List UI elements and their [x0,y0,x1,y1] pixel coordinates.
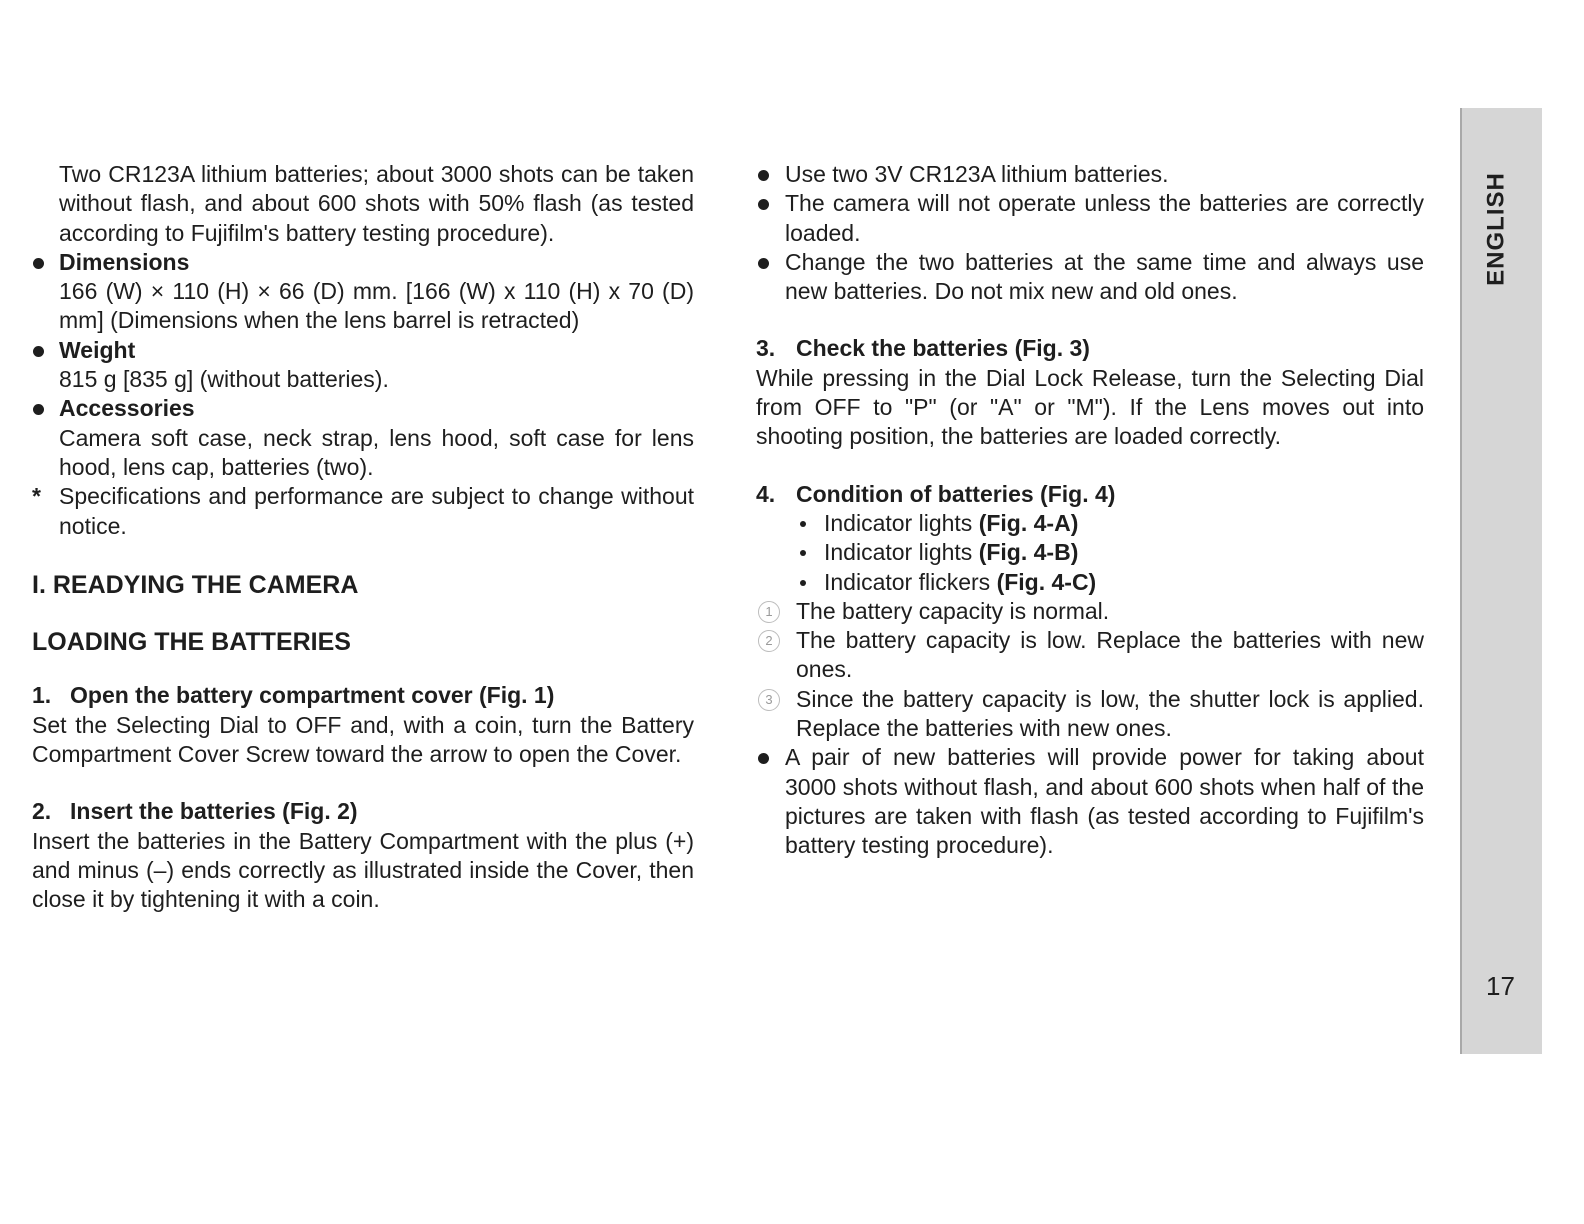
spec-dimensions-text: 166 (W) × 110 (H) × 66 (D) mm. [166 (W) x 110 (H) x 70 (D) mm] (Dimensions when the lens barrel is retracted) [59,278,694,334]
step-1-title-text: Open the battery compartment cover (Fig. 1) [70,682,555,709]
battery-life-note-text: A pair of new batteries will provide power for taking about 3000 shots without flash, and about 600 shots when half of the pictures are taken with flash (as tested according to Fujifilm's battery testing procedure). [785,744,1424,859]
left-column [32,160,694,915]
indicator-item-c [756,568,1424,597]
step-3-title-text: Check the batteries (Fig. 3) [796,335,1090,362]
bullet-icon [758,199,769,210]
right-column [756,160,1424,861]
small-bullet-icon [800,521,806,527]
indicator-item-a [756,509,1424,538]
indicator-item-text: Indicator lights [824,509,979,536]
spec-weight [32,336,694,395]
indicator-item-text: Indicator flickers [824,568,997,595]
circled-number-icon: 3 [758,689,780,711]
circled-number-icon: 2 [758,630,780,652]
condition-item-2 [756,626,1424,685]
condition-item-text: Since the battery capacity is low, the shutter lock is applied. Replace the batteries with new ones. [796,685,1424,742]
page-number: 17 [1486,971,1515,1001]
step-2-title-text: Insert the batteries (Fig. 2) [70,798,358,825]
step-1-number: 1. [32,682,52,709]
spec-weight-heading: Weight [59,336,136,363]
spec-accessories-heading: Accessories [59,395,195,422]
step-3-title [756,334,1424,363]
step-4-title-text: Condition of batteries (Fig. 4) [796,480,1116,507]
spec-dimensions-heading: Dimensions [59,248,190,275]
spec-dimensions [32,248,694,336]
step-2-text: Insert the batteries in the Battery Compartment with the plus (+) and minus (–) ends correctly as illustrated inside the Cover, then close it by tightening it with a coin. [32,827,694,913]
small-bullet-icon [800,580,806,586]
battery-life-note [756,743,1424,860]
step-2-number: 2. [32,798,52,825]
step-2-title [32,797,694,826]
bullet-icon [758,170,769,181]
battery-note-3 [756,248,1424,307]
indicator-item-fig: (Fig. 4-C) [996,568,1097,595]
spec-accessories [32,394,694,482]
step-4-title [756,480,1424,509]
battery-note-1-text: Use two 3V CR123A lithium batteries. [785,161,1169,187]
indicator-item-text: Indicator lights [824,539,979,566]
step-1-text: Set the Selecting Dial to OFF and, with a coin, turn the Battery Compartment Cover Screw toward the arrow to open the Cover. [32,711,694,768]
battery-spec-text: Two CR123A lithium batteries; about 3000 shots can be taken without flash, and about 600 shots with 50% flash (as tested according to Fujifilm's battery testing procedure). [59,161,694,246]
condition-item-3 [756,685,1424,744]
bullet-icon [33,346,44,357]
step-1-title [32,681,694,710]
step-4-number: 4. [756,480,776,507]
circled-number-icon: 1 [758,601,780,623]
bullet-icon [758,258,769,269]
chapter-title: I. READYING THE CAMERA [32,570,359,599]
step-3-number: 3. [756,335,776,362]
language-tab-label [1476,166,1516,292]
asterisk-marker: * [32,483,41,510]
bullet-icon [33,258,44,269]
spec-note-text: Specifications and performance are subject to change without notice. [59,483,694,539]
spec-accessories-text: Camera soft case, neck strap, lens hood, soft case for lens hood, lens cap, batteries (two). [59,424,694,480]
step-3-text: While pressing in the Dial Lock Release, turn the Selecting Dial from OFF to "P" (or "A" or "M"). If the Lens moves out into shooting position, the batteries are loaded correctly. [756,364,1424,450]
condition-item-text: The battery capacity is normal. [796,597,1110,624]
language-label: ENGLISH [1482,172,1510,286]
spec-weight-text: 815 g [835 g] (without batteries). [59,366,389,393]
indicator-item-b [756,538,1424,567]
section-title: LOADING THE BATTERIES [32,628,351,657]
condition-item-text: The battery capacity is low. Replace the batteries with new ones. [796,627,1424,683]
spec-note [32,482,694,541]
battery-note-3-text: Change the two batteries at the same time and always use new batteries. Do not mix new and old ones. [785,248,1424,305]
small-bullet-icon [800,550,806,556]
bullet-icon [33,404,44,415]
battery-note-2 [756,189,1424,248]
indicator-item-fig: (Fig. 4-A) [978,509,1079,536]
indicator-item-fig: (Fig. 4-B) [978,539,1079,566]
condition-item-1 [756,597,1424,626]
bullet-icon [758,753,769,764]
battery-note-1 [756,160,1424,189]
battery-note-2-text: The camera will not operate unless the batteries are correctly loaded. [785,190,1424,246]
